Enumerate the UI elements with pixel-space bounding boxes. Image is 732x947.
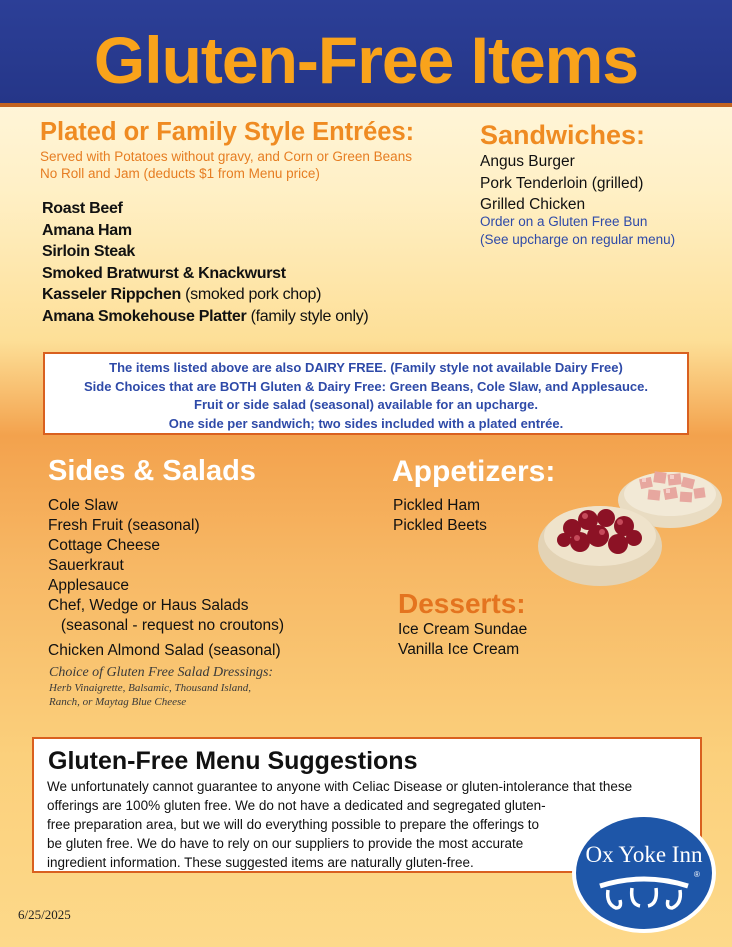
list-item: Ice Cream Sundae — [398, 621, 528, 638]
desserts-list — [398, 620, 527, 660]
entree-name: Kasseler Rippchen — [42, 286, 181, 303]
sides-list — [48, 496, 284, 636]
list-item: Angus Burger — [480, 153, 575, 170]
list-item — [42, 284, 368, 306]
list-item: Sauerkraut — [48, 557, 124, 574]
list-item: Pork Tenderloin (grilled) — [480, 174, 644, 192]
appetizers-list — [393, 496, 487, 536]
page-title: Gluten-Free Items — [93, 23, 639, 97]
dressings-title: Choice of Gluten Free Salad Dressings: — [49, 665, 274, 680]
list-item — [42, 306, 368, 328]
notice-line: Side Choices that are BOTH Gluten & Dairy Free: Green Beans, Cole Slaw, and Applesauce. — [84, 378, 648, 394]
appetizers-title: Appetizers: — [392, 455, 556, 488]
entrees-list — [42, 198, 368, 327]
list-item: Pickled Beets — [393, 517, 487, 534]
list-item — [42, 241, 368, 263]
suggestion-line: free preparation area, but we will do everything possible to prepare the offerings to — [47, 817, 540, 832]
sandwiches-title: Sandwiches: — [480, 120, 646, 150]
entree-note: (smoked pork chop) — [180, 286, 322, 303]
ham-and-beets-bowls-image — [530, 458, 730, 598]
suggestion-line: We unfortunately cannot guarantee to anyone with Celiac Disease or gluten-intolerance that these — [47, 779, 633, 794]
entree-name: Amana Ham — [42, 221, 132, 239]
notice-line: The items listed above are also DAIRY FREE. (Family style not available Dairy Free) — [109, 360, 623, 375]
list-item: (seasonal - request no croutons) — [48, 617, 285, 634]
suggestion-line: be gluten free. We do have to rely on our suppliers to provide the most accurate — [47, 836, 524, 851]
entree-name: Sirloin Steak — [42, 243, 136, 260]
ox-yoke-inn-logo — [570, 812, 718, 934]
dressings-line-1: Herb Vinaigrette, Balsamic, Thousand Island, — [49, 682, 251, 694]
list-item — [42, 198, 368, 220]
entree-name: Amana Smokehouse Platter — [42, 307, 247, 325]
list-item — [42, 220, 368, 242]
entrees-title: Plated or Family Style Entrées: — [40, 118, 415, 146]
list-item: Grilled Chicken — [480, 196, 586, 213]
header-banner — [0, 0, 732, 107]
suggestion-line: ingredient information. These suggested items are naturally gluten-free. — [47, 855, 474, 870]
sandwich-note-2: (See upcharge on regular menu) — [480, 232, 676, 247]
dressings-line-2: Ranch, or Maytag Blue Cheese — [49, 696, 187, 708]
side-extra-item: Chicken Almond Salad (seasonal) — [48, 642, 281, 659]
entree-name: Roast Beef — [42, 200, 123, 217]
list-item: Applesauce — [48, 577, 130, 594]
list-item: Pickled Ham — [393, 497, 480, 514]
sandwiches-list — [480, 151, 643, 216]
notice-line: One side per sandwich; two sides included with a plated entrée. — [168, 415, 564, 431]
suggestion-line: offerings are 100% gluten free. We do not have a dedicated and segregated gluten- — [47, 798, 546, 813]
entrees-subtitle-1: Served with Potatoes without gravy, and Corn or Green Beans — [40, 149, 412, 164]
sandwich-note-1: Order on a Gluten Free Bun — [480, 214, 648, 229]
sides-title: Sides & Salads — [48, 455, 256, 487]
entrees-subtitle-2: No Roll and Jam (deducts $1 from Menu price) — [40, 166, 320, 181]
notice-line: Fruit or side salad (seasonal) available for an upcharge. — [194, 397, 538, 412]
list-item: Fresh Fruit (seasonal) — [48, 517, 200, 534]
list-item: Cole Slaw — [48, 497, 118, 514]
list-item — [42, 263, 368, 285]
suggestions-title: Gluten-Free Menu Suggestions — [48, 747, 418, 775]
entree-name: Smoked Bratwurst & Knackwurst — [42, 264, 286, 282]
list-item: Chef, Wedge or Haus Salads — [48, 597, 249, 614]
list-item: Cottage Cheese — [48, 537, 161, 554]
logo-text: Ox Yoke Inn — [585, 842, 703, 867]
document-date: 6/25/2025 — [18, 907, 71, 922]
list-item: Vanilla Ice Cream — [398, 641, 520, 658]
dairy-free-notice — [43, 352, 689, 435]
desserts-title: Desserts: — [398, 588, 526, 619]
logo-registered-mark: ® — [694, 870, 700, 879]
entree-note: (family style only) — [246, 307, 369, 325]
